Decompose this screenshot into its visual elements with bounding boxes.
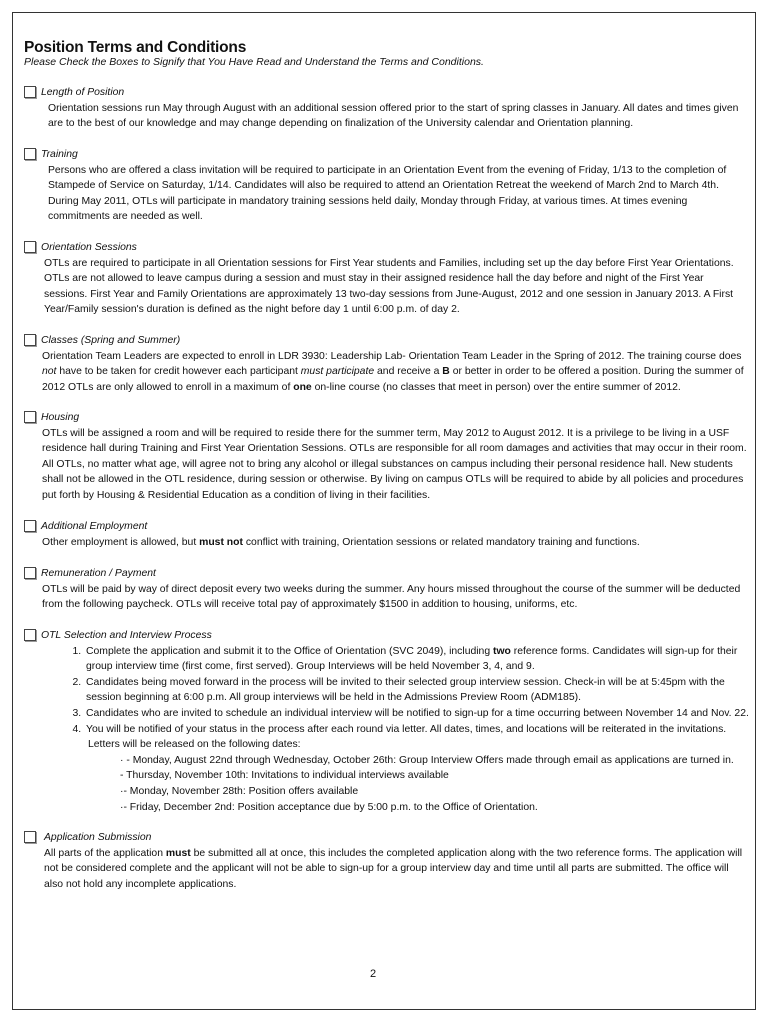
section-heading: Application Submission: [44, 832, 152, 843]
body-line: sessions. First Year and Family Orientations are approximately 13 two-day sessions from June-August, 2012 and one session in January 2013. A First: [44, 288, 734, 300]
body-line: commitments are needed as well.: [48, 211, 203, 223]
body-line: OTLs are not allowed to leave campus during a session and must stay in their assigned residence hall the day before and night of the First Year: [44, 273, 704, 285]
housing-checkbox[interactable]: [24, 411, 36, 423]
section-heading: Remuneration / Payment: [41, 568, 156, 579]
section-length-of-position: [24, 85, 749, 132]
body-line: All parts of the application must be submitted all at once, this includes the completed application along with the two reference forms. The application will: [44, 847, 743, 859]
section-housing: [24, 410, 749, 504]
section-heading: Classes (Spring and Summer): [41, 335, 181, 346]
section-orientation-sessions: [24, 240, 749, 318]
remuneration-checkbox[interactable]: [24, 567, 36, 579]
section-remuneration: [24, 566, 749, 613]
section-heading: Length of Position: [41, 87, 125, 98]
body-line: Stampede of Service on Saturday, 1/14. Candidates will also be required to attend an Orientation Retreat the weekend of March 2nd to March 4th.: [48, 180, 719, 192]
page-subtitle: Please Check the Boxes to Signify that You Have Read and Understand the Terms and Conditions.: [24, 56, 484, 68]
application-checkbox[interactable]: [24, 831, 36, 843]
body-line: All OTLs, no matter what age, will agree not to bring any alcohol or illegal substances on campus including their personal residence hall. New students: [42, 458, 733, 470]
body-line: Orientation Team Leaders are expected to enroll in LDR 3930: Leadership Lab- Orientation Team Leader in the Spring of 2012. The training course does: [42, 350, 742, 362]
section-application-submission: [24, 830, 749, 892]
section-heading: Housing: [41, 412, 80, 423]
list-item: 4. You will be notified of your status in the process after each round via letter. All dates, times, and locations will be reiterated in the invitations. Letters will be released on the following dates:: [84, 722, 749, 753]
body-line: from the following paycheck. OTLs will receive total pay of approximately $1500 in addition to housing, uniforms, etc.: [42, 599, 578, 611]
employment-checkbox[interactable]: [24, 520, 36, 532]
list-item: 2. Candidates being moved forward in the process will be invited to their selected group interview session. Check-in will be at 5:45pm with the session beginning at 6:00 p.m. All group interviews will be held in the Admissions Preview Room (ADM185).: [84, 675, 749, 706]
list-item: 1. Complete the application and submit it to the Office of Orientation (SVC 2049), including two reference forms. Candidates will sign-up for their group interview time (first come, first served). Group Interviews will be held November 3, 4, and 9.: [84, 644, 749, 675]
date-item: ·- Monday, November 28th: Position offers available: [120, 785, 359, 797]
body-line: also not hold any incomplete applications.: [44, 878, 237, 890]
section-heading: Training: [41, 149, 78, 160]
selection-steps-list: [24, 644, 749, 753]
section-additional-employment: [24, 519, 749, 550]
body-line: shall not be allowed in the OTL residence, during session or otherwise. By living on campus OTLs will be required to abide by all policies and procedures: [42, 474, 744, 486]
classes-checkbox[interactable]: [24, 334, 36, 346]
body-line: Orientation sessions run May through August with an additional session offered prior to the start of spring classes in January. All dates and times given: [48, 102, 739, 114]
date-item: - Thursday, November 10th: Invitations to individual interviews available: [120, 770, 449, 782]
body-line: 2012 OTLs are only allowed to enroll in a maximum of one on-line course (no classes that meet in person) over the entire summer of 2012.: [42, 381, 681, 393]
section-otl-selection: [24, 628, 749, 815]
date-item: ·- Friday, December 2nd: Position acceptance due by 5:00 p.m. to the Office of Orientation.: [120, 801, 538, 813]
body-line: not be considered complete and the applicant will not be able to sign-up for a group interview day and time until all parts are submitted. The office will: [44, 863, 729, 875]
release-dates: [24, 753, 749, 815]
length-checkbox[interactable]: [24, 86, 36, 98]
body-line: OTLs will be assigned a room and will be required to reside there for the summer term, May 2012 to August 2012. It is a privilege to be living in a USF: [42, 427, 730, 439]
orientation-checkbox[interactable]: [24, 241, 36, 253]
list-item: 3. Candidates who are invited to schedule an individual interview will be notified to sign-up for a time occurring between November 14 and Nov. 22.: [84, 706, 749, 722]
section-heading: Orientation Sessions: [41, 242, 137, 253]
body-line: are to the best of our knowledge and may change depending on finalization of the University calendar and Orientation planning.: [48, 118, 634, 130]
section-heading: Additional Employment: [41, 521, 148, 532]
selection-checkbox[interactable]: [24, 629, 36, 641]
section-classes: [24, 333, 749, 395]
body-line: OTLs will be paid by way of direct deposit every two weeks during the summer. Any hours missed throughout the course of the summer will be deducted: [42, 583, 741, 595]
section-heading: OTL Selection and Interview Process: [41, 630, 212, 641]
page-title: Position Terms and Conditions: [24, 39, 247, 56]
body-line: put forth by Housing & Residential Education as a condition of living in their facilities.: [42, 489, 431, 501]
page-number: 2: [370, 968, 377, 980]
body-line: residence hall during Training and First Year Orientation Sessions. OTLs are responsible for all room damages and activities that may occur in their room.: [42, 443, 747, 455]
body-line: not have to be taken for credit however each participant must participate and receive a B or better in order to be offered a position. During the summer of: [42, 366, 744, 378]
body-line: Year/Family session's duration is defined as the night before day 1 until 6:00 p.m. of day 2.: [44, 304, 460, 316]
training-checkbox[interactable]: [24, 148, 36, 160]
body-line: During May 2011, OTLs will participate in mandatory training sessions held daily, Monday through Friday, at various times. At times evening: [48, 195, 688, 207]
section-training: [24, 147, 749, 225]
date-item: · - Monday, August 22nd through Wednesday, October 26th: Group Interview Offers made through email as applications are turned in.: [120, 754, 734, 766]
body-line: OTLs are required to participate in all Orientation sessions for First Year students and Families, including set up the day before First Year Orientations.: [44, 257, 734, 269]
body-line: Other employment is allowed, but must not conflict with training, Orientation sessions or related mandatory training and functions.: [42, 536, 640, 548]
body-line: Persons who are offered a class invitation will be required to participate in an Orientation Event from the evening of Friday, 1/13 to the completion of: [48, 164, 727, 176]
